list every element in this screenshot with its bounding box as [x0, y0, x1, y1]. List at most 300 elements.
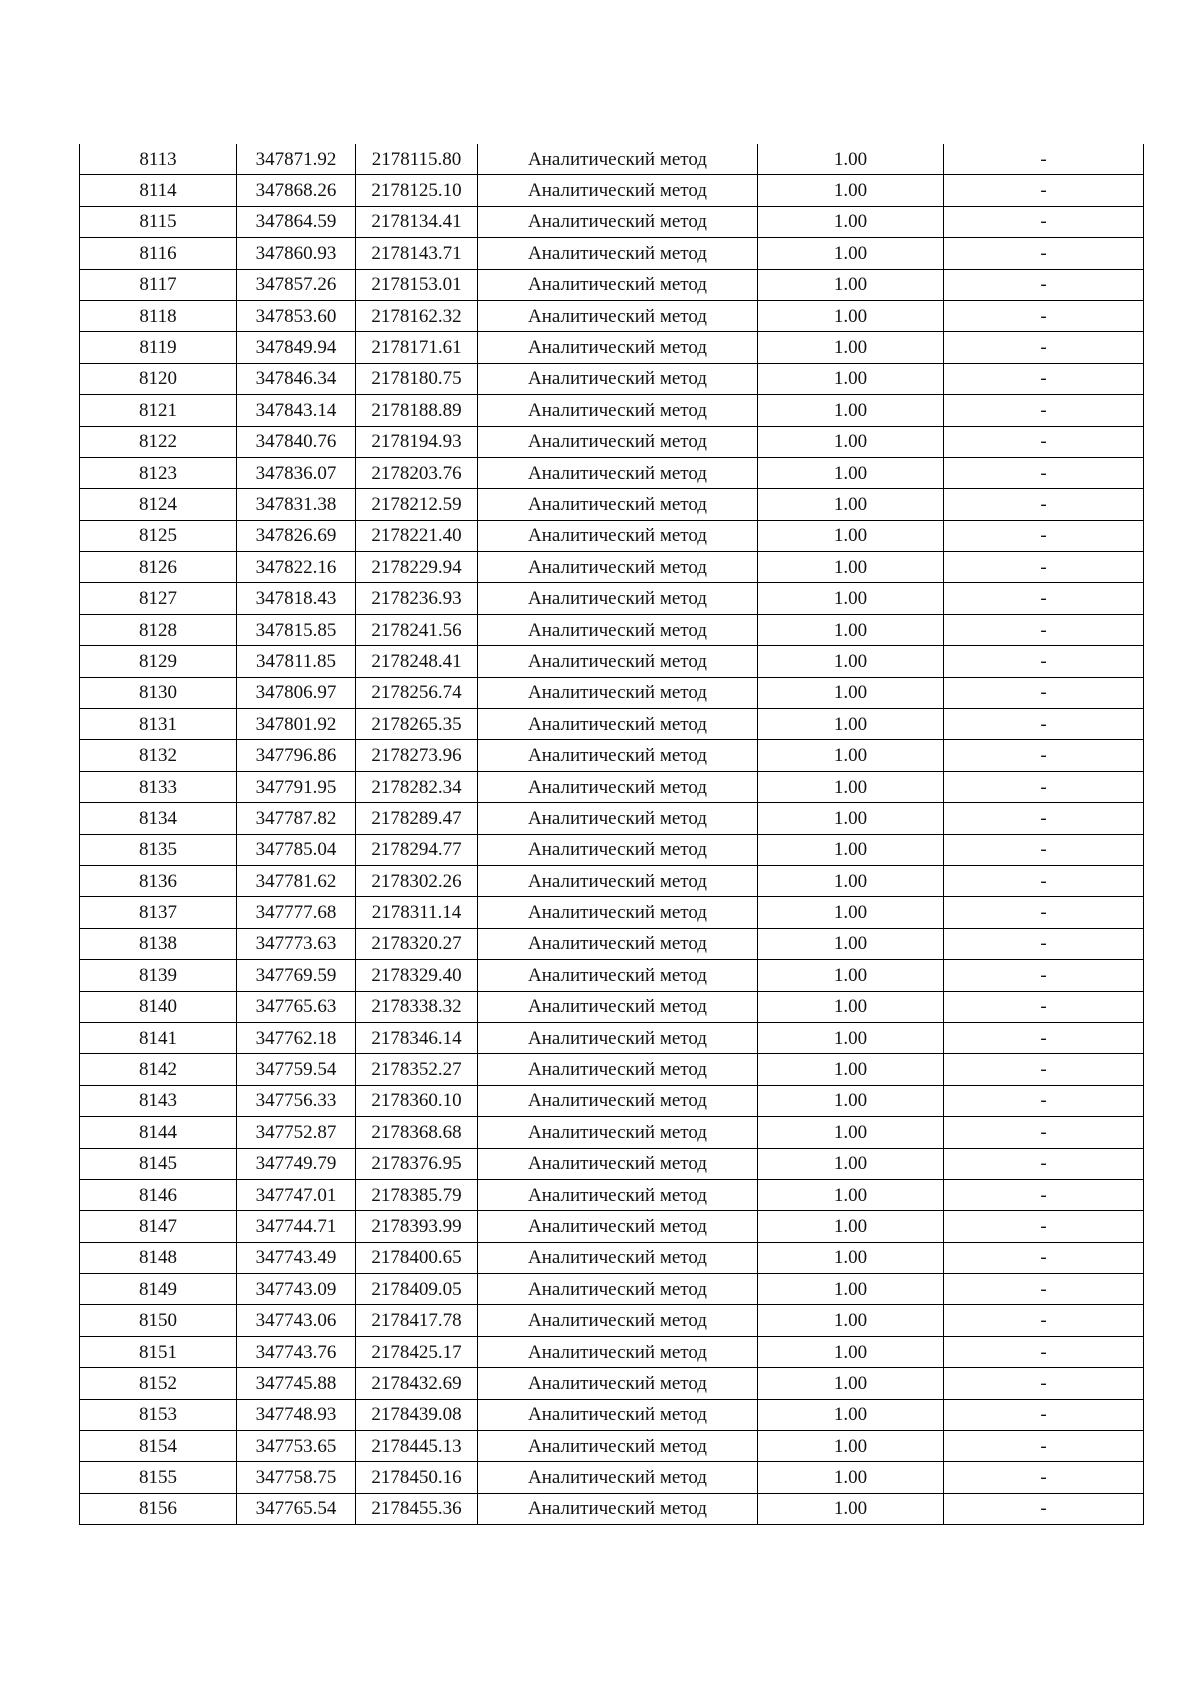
table-row — [80, 332, 1144, 363]
accuracy-cell: 1.00 — [758, 865, 944, 896]
y-coordinate-cell: 2178229.94 — [356, 552, 478, 583]
description-cell: - — [944, 269, 1144, 300]
y-coordinate-cell: 2178352.27 — [356, 1054, 478, 1085]
y-coordinate-cell: 2178400.65 — [356, 1242, 478, 1273]
method-cell: Аналитический метод — [478, 552, 758, 583]
x-coordinate-cell: 347777.68 — [237, 897, 356, 928]
description-cell: - — [944, 865, 1144, 896]
x-coordinate-cell: 347762.18 — [237, 1022, 356, 1053]
x-coordinate-cell: 347758.75 — [237, 1462, 356, 1493]
x-coordinate-cell: 347853.60 — [237, 300, 356, 331]
point-number-cell: 8138 — [80, 928, 237, 959]
y-coordinate-cell: 2178445.13 — [356, 1431, 478, 1462]
accuracy-cell: 1.00 — [758, 457, 944, 488]
description-cell: - — [944, 206, 1144, 237]
method-cell: Аналитический метод — [478, 332, 758, 363]
table-row — [80, 520, 1144, 551]
table-row — [80, 1054, 1144, 1085]
accuracy-cell: 1.00 — [758, 614, 944, 645]
y-coordinate-cell: 2178346.14 — [356, 1022, 478, 1053]
y-coordinate-cell: 2178256.74 — [356, 677, 478, 708]
x-coordinate-cell: 347836.07 — [237, 457, 356, 488]
point-number-cell: 8126 — [80, 552, 237, 583]
accuracy-cell: 1.00 — [758, 1211, 944, 1242]
x-coordinate-cell: 347843.14 — [237, 395, 356, 426]
y-coordinate-cell: 2178248.41 — [356, 646, 478, 677]
point-number-cell: 8114 — [80, 175, 237, 206]
description-cell: - — [944, 1179, 1144, 1210]
description-cell: - — [944, 677, 1144, 708]
description-cell: - — [944, 1242, 1144, 1273]
y-coordinate-cell: 2178302.26 — [356, 865, 478, 896]
description-cell: - — [944, 834, 1144, 865]
description-cell: - — [944, 991, 1144, 1022]
description-cell: - — [944, 1493, 1144, 1524]
table-row — [80, 238, 1144, 269]
table-row — [80, 1431, 1144, 1462]
accuracy-cell: 1.00 — [758, 238, 944, 269]
accuracy-cell: 1.00 — [758, 1117, 944, 1148]
method-cell: Аналитический метод — [478, 865, 758, 896]
accuracy-cell: 1.00 — [758, 520, 944, 551]
coordinates-table-body — [80, 144, 1144, 1525]
point-number-cell: 8151 — [80, 1336, 237, 1367]
method-cell: Аналитический метод — [478, 1242, 758, 1273]
point-number-cell: 8144 — [80, 1117, 237, 1148]
description-cell: - — [944, 1274, 1144, 1305]
table-row — [80, 803, 1144, 834]
method-cell: Аналитический метод — [478, 1085, 758, 1116]
x-coordinate-cell: 347846.34 — [237, 363, 356, 394]
description-cell: - — [944, 803, 1144, 834]
x-coordinate-cell: 347826.69 — [237, 520, 356, 551]
y-coordinate-cell: 2178194.93 — [356, 426, 478, 457]
method-cell: Аналитический метод — [478, 1022, 758, 1053]
point-number-cell: 8140 — [80, 991, 237, 1022]
x-coordinate-cell: 347743.09 — [237, 1274, 356, 1305]
point-number-cell: 8116 — [80, 238, 237, 269]
accuracy-cell: 1.00 — [758, 803, 944, 834]
description-cell: - — [944, 1336, 1144, 1367]
method-cell: Аналитический метод — [478, 269, 758, 300]
y-coordinate-cell: 2178439.08 — [356, 1399, 478, 1430]
point-number-cell: 8141 — [80, 1022, 237, 1053]
y-coordinate-cell: 2178171.61 — [356, 332, 478, 363]
method-cell: Аналитический метод — [478, 1431, 758, 1462]
accuracy-cell: 1.00 — [758, 552, 944, 583]
method-cell: Аналитический метод — [478, 897, 758, 928]
description-cell: - — [944, 426, 1144, 457]
point-number-cell: 8149 — [80, 1274, 237, 1305]
accuracy-cell: 1.00 — [758, 834, 944, 865]
method-cell: Аналитический метод — [478, 1117, 758, 1148]
description-cell: - — [944, 1431, 1144, 1462]
table-row — [80, 646, 1144, 677]
x-coordinate-cell: 347743.06 — [237, 1305, 356, 1336]
table-row — [80, 1022, 1144, 1053]
description-cell: - — [944, 520, 1144, 551]
y-coordinate-cell: 2178265.35 — [356, 709, 478, 740]
y-coordinate-cell: 2178115.80 — [356, 144, 478, 175]
point-number-cell: 8118 — [80, 300, 237, 331]
table-row — [80, 960, 1144, 991]
description-cell: - — [944, 457, 1144, 488]
method-cell: Аналитический метод — [478, 300, 758, 331]
x-coordinate-cell: 347787.82 — [237, 803, 356, 834]
x-coordinate-cell: 347759.54 — [237, 1054, 356, 1085]
y-coordinate-cell: 2178221.40 — [356, 520, 478, 551]
table-row — [80, 834, 1144, 865]
method-cell: Аналитический метод — [478, 709, 758, 740]
y-coordinate-cell: 2178282.34 — [356, 771, 478, 802]
description-cell: - — [944, 175, 1144, 206]
point-number-cell: 8129 — [80, 646, 237, 677]
table-row — [80, 614, 1144, 645]
x-coordinate-cell: 347818.43 — [237, 583, 356, 614]
table-row — [80, 489, 1144, 520]
table-row — [80, 426, 1144, 457]
point-number-cell: 8146 — [80, 1179, 237, 1210]
method-cell: Аналитический метод — [478, 740, 758, 771]
point-number-cell: 8155 — [80, 1462, 237, 1493]
point-number-cell: 8137 — [80, 897, 237, 928]
point-number-cell: 8134 — [80, 803, 237, 834]
table-row — [80, 740, 1144, 771]
y-coordinate-cell: 2178153.01 — [356, 269, 478, 300]
y-coordinate-cell: 2178385.79 — [356, 1179, 478, 1210]
method-cell: Аналитический метод — [478, 1305, 758, 1336]
y-coordinate-cell: 2178212.59 — [356, 489, 478, 520]
x-coordinate-cell: 347840.76 — [237, 426, 356, 457]
table-row — [80, 1462, 1144, 1493]
point-number-cell: 8121 — [80, 395, 237, 426]
description-cell: - — [944, 1305, 1144, 1336]
method-cell: Аналитический метод — [478, 395, 758, 426]
method-cell: Аналитический метод — [478, 677, 758, 708]
method-cell: Аналитический метод — [478, 1054, 758, 1085]
method-cell: Аналитический метод — [478, 614, 758, 645]
method-cell: Аналитический метод — [478, 1399, 758, 1430]
x-coordinate-cell: 347811.85 — [237, 646, 356, 677]
method-cell: Аналитический метод — [478, 175, 758, 206]
table-row — [80, 175, 1144, 206]
x-coordinate-cell: 347749.79 — [237, 1148, 356, 1179]
x-coordinate-cell: 347871.92 — [237, 144, 356, 175]
point-number-cell: 8143 — [80, 1085, 237, 1116]
accuracy-cell: 1.00 — [758, 426, 944, 457]
accuracy-cell: 1.00 — [758, 928, 944, 959]
table-row — [80, 928, 1144, 959]
accuracy-cell: 1.00 — [758, 1399, 944, 1430]
point-number-cell: 8119 — [80, 332, 237, 363]
y-coordinate-cell: 2178450.16 — [356, 1462, 478, 1493]
description-cell: - — [944, 1399, 1144, 1430]
accuracy-cell: 1.00 — [758, 991, 944, 1022]
x-coordinate-cell: 347765.54 — [237, 1493, 356, 1524]
accuracy-cell: 1.00 — [758, 1493, 944, 1524]
point-number-cell: 8130 — [80, 677, 237, 708]
method-cell: Аналитический метод — [478, 771, 758, 802]
table-row — [80, 395, 1144, 426]
table-row — [80, 1179, 1144, 1210]
accuracy-cell: 1.00 — [758, 489, 944, 520]
description-cell: - — [944, 709, 1144, 740]
point-number-cell: 8115 — [80, 206, 237, 237]
x-coordinate-cell: 347752.87 — [237, 1117, 356, 1148]
x-coordinate-cell: 347747.01 — [237, 1179, 356, 1210]
accuracy-cell: 1.00 — [758, 300, 944, 331]
accuracy-cell: 1.00 — [758, 740, 944, 771]
accuracy-cell: 1.00 — [758, 677, 944, 708]
description-cell: - — [944, 897, 1144, 928]
method-cell: Аналитический метод — [478, 363, 758, 394]
table-row — [80, 300, 1144, 331]
x-coordinate-cell: 347822.16 — [237, 552, 356, 583]
point-number-cell: 8117 — [80, 269, 237, 300]
point-number-cell: 8142 — [80, 1054, 237, 1085]
point-number-cell: 8136 — [80, 865, 237, 896]
method-cell: Аналитический метод — [478, 991, 758, 1022]
method-cell: Аналитический метод — [478, 1179, 758, 1210]
y-coordinate-cell: 2178360.10 — [356, 1085, 478, 1116]
x-coordinate-cell: 347765.63 — [237, 991, 356, 1022]
point-number-cell: 8120 — [80, 363, 237, 394]
method-cell: Аналитический метод — [478, 457, 758, 488]
accuracy-cell: 1.00 — [758, 175, 944, 206]
accuracy-cell: 1.00 — [758, 332, 944, 363]
description-cell: - — [944, 1211, 1144, 1242]
point-number-cell: 8133 — [80, 771, 237, 802]
y-coordinate-cell: 2178425.17 — [356, 1336, 478, 1367]
method-cell: Аналитический метод — [478, 1336, 758, 1367]
table-row — [80, 583, 1144, 614]
accuracy-cell: 1.00 — [758, 1085, 944, 1116]
table-row — [80, 1336, 1144, 1367]
y-coordinate-cell: 2178203.76 — [356, 457, 478, 488]
x-coordinate-cell: 347748.93 — [237, 1399, 356, 1430]
table-row — [80, 1211, 1144, 1242]
y-coordinate-cell: 2178134.41 — [356, 206, 478, 237]
x-coordinate-cell: 347815.85 — [237, 614, 356, 645]
accuracy-cell: 1.00 — [758, 1022, 944, 1053]
method-cell: Аналитический метод — [478, 834, 758, 865]
point-number-cell: 8152 — [80, 1368, 237, 1399]
accuracy-cell: 1.00 — [758, 1462, 944, 1493]
method-cell: Аналитический метод — [478, 238, 758, 269]
method-cell: Аналитический метод — [478, 1462, 758, 1493]
point-number-cell: 8122 — [80, 426, 237, 457]
x-coordinate-cell: 347849.94 — [237, 332, 356, 363]
x-coordinate-cell: 347744.71 — [237, 1211, 356, 1242]
description-cell: - — [944, 1462, 1144, 1493]
accuracy-cell: 1.00 — [758, 960, 944, 991]
x-coordinate-cell: 347864.59 — [237, 206, 356, 237]
x-coordinate-cell: 347801.92 — [237, 709, 356, 740]
description-cell: - — [944, 740, 1144, 771]
description-cell: - — [944, 332, 1144, 363]
accuracy-cell: 1.00 — [758, 269, 944, 300]
description-cell: - — [944, 771, 1144, 802]
x-coordinate-cell: 347743.49 — [237, 1242, 356, 1273]
accuracy-cell: 1.00 — [758, 1431, 944, 1462]
accuracy-cell: 1.00 — [758, 1368, 944, 1399]
description-cell: - — [944, 614, 1144, 645]
method-cell: Аналитический метод — [478, 583, 758, 614]
description-cell: - — [944, 489, 1144, 520]
x-coordinate-cell: 347857.26 — [237, 269, 356, 300]
accuracy-cell: 1.00 — [758, 897, 944, 928]
description-cell: - — [944, 583, 1144, 614]
method-cell: Аналитический метод — [478, 928, 758, 959]
description-cell: - — [944, 1022, 1144, 1053]
y-coordinate-cell: 2178289.47 — [356, 803, 478, 834]
x-coordinate-cell: 347796.86 — [237, 740, 356, 771]
table-row — [80, 457, 1144, 488]
point-number-cell: 8135 — [80, 834, 237, 865]
method-cell: Аналитический метод — [478, 520, 758, 551]
x-coordinate-cell: 347753.65 — [237, 1431, 356, 1462]
method-cell: Аналитический метод — [478, 1148, 758, 1179]
description-cell: - — [944, 363, 1144, 394]
x-coordinate-cell: 347756.33 — [237, 1085, 356, 1116]
table-row — [80, 677, 1144, 708]
table-row — [80, 206, 1144, 237]
table-row — [80, 709, 1144, 740]
point-number-cell: 8147 — [80, 1211, 237, 1242]
x-coordinate-cell: 347743.76 — [237, 1336, 356, 1367]
x-coordinate-cell: 347781.62 — [237, 865, 356, 896]
table-row — [80, 1399, 1144, 1430]
y-coordinate-cell: 2178273.96 — [356, 740, 478, 771]
point-number-cell: 8145 — [80, 1148, 237, 1179]
table-row — [80, 1493, 1144, 1524]
description-cell: - — [944, 646, 1144, 677]
method-cell: Аналитический метод — [478, 1274, 758, 1305]
coordinates-table — [79, 144, 1144, 1525]
accuracy-cell: 1.00 — [758, 363, 944, 394]
point-number-cell: 8123 — [80, 457, 237, 488]
y-coordinate-cell: 2178241.56 — [356, 614, 478, 645]
point-number-cell: 8150 — [80, 1305, 237, 1336]
y-coordinate-cell: 2178143.71 — [356, 238, 478, 269]
table-row — [80, 1148, 1144, 1179]
x-coordinate-cell: 347785.04 — [237, 834, 356, 865]
x-coordinate-cell: 347868.26 — [237, 175, 356, 206]
accuracy-cell: 1.00 — [758, 206, 944, 237]
description-cell: - — [944, 928, 1144, 959]
y-coordinate-cell: 2178162.32 — [356, 300, 478, 331]
y-coordinate-cell: 2178294.77 — [356, 834, 478, 865]
x-coordinate-cell: 347791.95 — [237, 771, 356, 802]
method-cell: Аналитический метод — [478, 426, 758, 457]
table-row — [80, 1242, 1144, 1273]
y-coordinate-cell: 2178311.14 — [356, 897, 478, 928]
description-cell: - — [944, 1368, 1144, 1399]
point-number-cell: 8154 — [80, 1431, 237, 1462]
description-cell: - — [944, 238, 1144, 269]
accuracy-cell: 1.00 — [758, 395, 944, 426]
description-cell: - — [944, 300, 1144, 331]
method-cell: Аналитический метод — [478, 646, 758, 677]
description-cell: - — [944, 960, 1144, 991]
point-number-cell: 8113 — [80, 144, 237, 175]
method-cell: Аналитический метод — [478, 1211, 758, 1242]
table-row — [80, 897, 1144, 928]
method-cell: Аналитический метод — [478, 803, 758, 834]
point-number-cell: 8125 — [80, 520, 237, 551]
x-coordinate-cell: 347831.38 — [237, 489, 356, 520]
method-cell: Аналитический метод — [478, 960, 758, 991]
table-row — [80, 144, 1144, 175]
y-coordinate-cell: 2178409.05 — [356, 1274, 478, 1305]
table-row — [80, 1368, 1144, 1399]
point-number-cell: 8153 — [80, 1399, 237, 1430]
accuracy-cell: 1.00 — [758, 1336, 944, 1367]
accuracy-cell: 1.00 — [758, 144, 944, 175]
accuracy-cell: 1.00 — [758, 583, 944, 614]
point-number-cell: 8127 — [80, 583, 237, 614]
description-cell: - — [944, 395, 1144, 426]
y-coordinate-cell: 2178236.93 — [356, 583, 478, 614]
y-coordinate-cell: 2178432.69 — [356, 1368, 478, 1399]
point-number-cell: 8128 — [80, 614, 237, 645]
accuracy-cell: 1.00 — [758, 1148, 944, 1179]
table-row — [80, 363, 1144, 394]
point-number-cell: 8132 — [80, 740, 237, 771]
description-cell: - — [944, 552, 1144, 583]
y-coordinate-cell: 2178180.75 — [356, 363, 478, 394]
description-cell: - — [944, 1117, 1144, 1148]
table-row — [80, 865, 1144, 896]
description-cell: - — [944, 144, 1144, 175]
accuracy-cell: 1.00 — [758, 1179, 944, 1210]
description-cell: - — [944, 1148, 1144, 1179]
y-coordinate-cell: 2178338.32 — [356, 991, 478, 1022]
accuracy-cell: 1.00 — [758, 646, 944, 677]
point-number-cell: 8131 — [80, 709, 237, 740]
accuracy-cell: 1.00 — [758, 1242, 944, 1273]
y-coordinate-cell: 2178368.68 — [356, 1117, 478, 1148]
description-cell: - — [944, 1054, 1144, 1085]
accuracy-cell: 1.00 — [758, 1274, 944, 1305]
table-row — [80, 991, 1144, 1022]
x-coordinate-cell: 347773.63 — [237, 928, 356, 959]
method-cell: Аналитический метод — [478, 1493, 758, 1524]
point-number-cell: 8124 — [80, 489, 237, 520]
x-coordinate-cell: 347806.97 — [237, 677, 356, 708]
table-row — [80, 269, 1144, 300]
method-cell: Аналитический метод — [478, 144, 758, 175]
method-cell: Аналитический метод — [478, 1368, 758, 1399]
table-row — [80, 1305, 1144, 1336]
method-cell: Аналитический метод — [478, 206, 758, 237]
y-coordinate-cell: 2178417.78 — [356, 1305, 478, 1336]
y-coordinate-cell: 2178320.27 — [356, 928, 478, 959]
table-row — [80, 552, 1144, 583]
table-row — [80, 1085, 1144, 1116]
x-coordinate-cell: 347745.88 — [237, 1368, 356, 1399]
y-coordinate-cell: 2178125.10 — [356, 175, 478, 206]
accuracy-cell: 1.00 — [758, 1054, 944, 1085]
table-row — [80, 1274, 1144, 1305]
description-cell: - — [944, 1085, 1144, 1116]
y-coordinate-cell: 2178455.36 — [356, 1493, 478, 1524]
y-coordinate-cell: 2178376.95 — [356, 1148, 478, 1179]
y-coordinate-cell: 2178393.99 — [356, 1211, 478, 1242]
x-coordinate-cell: 347860.93 — [237, 238, 356, 269]
y-coordinate-cell: 2178329.40 — [356, 960, 478, 991]
x-coordinate-cell: 347769.59 — [237, 960, 356, 991]
